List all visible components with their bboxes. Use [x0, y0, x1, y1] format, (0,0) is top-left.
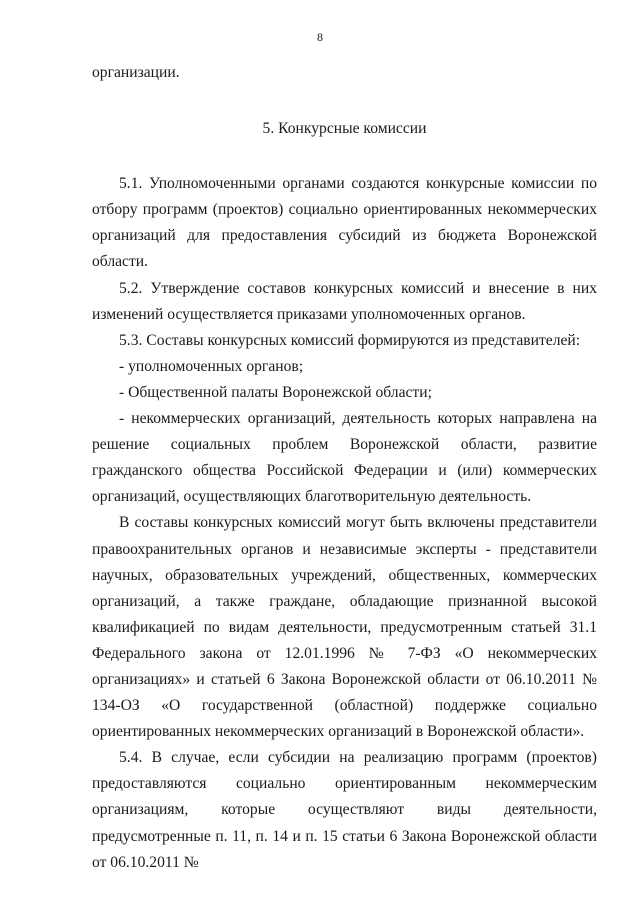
list-item-nonprofits: - некоммерческих организаций, деятельность которых направлена на решение социальных проблем Воронежской области, развитие гражданского общества Российской Федерации и (или) коммерческих организаций, осуществляющих благотворительную деятельность. [92, 410, 597, 506]
section-title: 5. Конкурсные комиссии [262, 120, 427, 138]
document-body [92, 60, 597, 876]
paragraph-5-2: 5.2. Утверждение составов конкурсных комиссий и внесение в них изменений осуществляется приказами уполномоченных органов. [92, 279, 597, 323]
list-item-public-chamber: - Общественной палаты Воронежской области; [119, 383, 432, 401]
paragraph-5-4: 5.4. В случае, если субсидии на реализацию программ (проектов) предоставляются социально ориентированным некоммерческим организациям, которые осуществляют виды деятельности, предусмотренные п. 11, п. 14 и п. 15 статьи 6 Закона Воронежской области от 06.10.2011 № [92, 749, 597, 871]
paragraph-5-1: 5.1. Уполномоченными органами создаются конкурсные комиссии по отбору программ (проектов) социально ориентированных некоммерческих организаций для предоставления субсидий из бюджета Воронежской области. [92, 175, 597, 271]
paragraph-5-3: 5.3. Составы конкурсных комиссий формируются из представителей: [119, 331, 581, 349]
list-item-authorized-bodies: - уполномоченных органов; [119, 357, 304, 375]
paragraph-experts: В составы конкурсных комиссий могут быть включены представители правоохранительных органов и независимые эксперты - представители научных, образовательных учреждений, общественных, коммерческих организаций, а также граждане, обладающие признанной высокой квалификацией по видам деятельности, предусмотренным статьей 31.1 Федерального закона от 12.01.1996 № 7-ФЗ «О некоммерческих организациях» и статьей 6 Закона Воронежской области от 06.10.2011 № 134-ОЗ «О государственной (областной) поддержке социально ориентированных некоммерческих организаций в Воронежской области». [92, 514, 597, 741]
continuation-text: организации. [92, 64, 180, 81]
page-number: 8 [317, 30, 323, 44]
